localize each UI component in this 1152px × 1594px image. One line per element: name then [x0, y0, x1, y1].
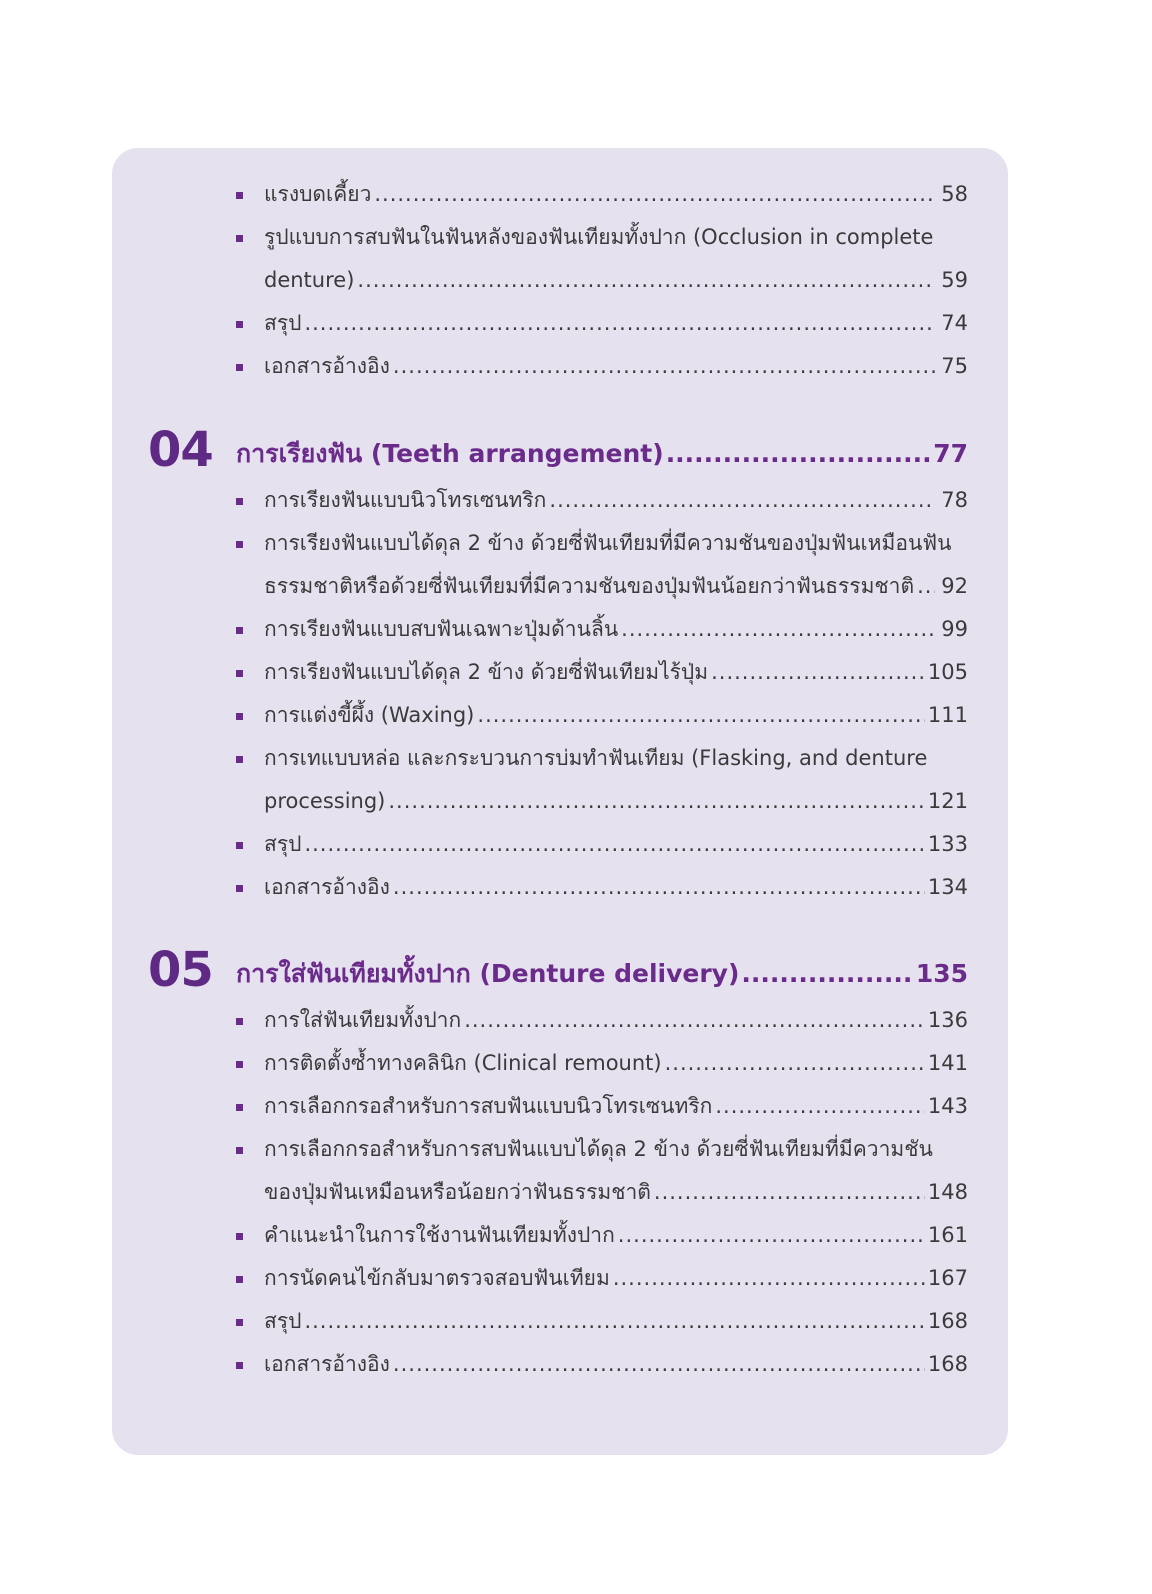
page-number: 148 — [927, 1180, 968, 1204]
chapter-heading — [236, 952, 968, 996]
dot-leader — [304, 301, 935, 345]
bullet-icon — [236, 670, 243, 677]
table-of-contents — [112, 148, 1008, 1455]
dot-leader — [464, 998, 925, 1042]
page-number: 59 — [941, 268, 968, 292]
entry-label: การเทแบบหล่อ และกระบวนการบ่มทำฟันเทียม (Flasking, and denture — [264, 746, 928, 770]
entry-label: สรุป — [264, 311, 302, 335]
page-number: 75 — [941, 354, 968, 378]
page-number: 168 — [927, 1352, 968, 1376]
page-number: 78 — [941, 488, 968, 512]
entry-label: รูปแบบการสบฟันในฟันหลังของฟันเทียมทั้งปาก (Occlusion in complete — [264, 225, 934, 249]
page-number: 105 — [927, 660, 968, 684]
dot-leader — [549, 478, 935, 522]
bullet-icon — [236, 1276, 243, 1283]
entry-label: เอกสารอ้างอิง — [264, 1352, 390, 1376]
dot-leader — [715, 1084, 925, 1128]
dot-leader — [711, 650, 925, 694]
toc-panel — [112, 148, 1008, 1455]
bullet-icon — [236, 1362, 243, 1369]
bullet-icon — [236, 321, 243, 328]
bullet-icon — [236, 885, 243, 892]
entry-label-continued: denture) — [264, 268, 355, 292]
bullet-icon — [236, 235, 243, 242]
page-number: 74 — [941, 311, 968, 335]
dot-leader — [393, 344, 935, 388]
page-number: 92 — [941, 574, 968, 598]
page-number: 161 — [927, 1223, 968, 1247]
dot-leader — [917, 564, 935, 608]
bullet-icon — [236, 364, 243, 371]
dot-leader — [388, 779, 925, 823]
chapter-page: 77 — [933, 439, 968, 468]
page-number: 168 — [927, 1309, 968, 1333]
page-number: 143 — [927, 1094, 968, 1118]
entry-label: สรุป — [264, 1309, 302, 1333]
chapter-number: 04 — [148, 422, 213, 478]
bullet-icon — [236, 1319, 243, 1326]
page-number: 121 — [927, 789, 968, 813]
entry-label: การเลือกกรอสำหรับการสบฟันแบบนิวโทรเซนทริก — [264, 1094, 713, 1118]
dot-leader — [618, 1213, 925, 1257]
dot-leader — [357, 258, 935, 302]
bullet-icon — [236, 1061, 243, 1068]
dot-leader — [477, 693, 925, 737]
bullet-icon — [236, 1018, 243, 1025]
page-number: 134 — [927, 875, 968, 899]
page-number: 99 — [941, 617, 968, 641]
bullet-icon — [236, 541, 243, 548]
entry-label: เอกสารอ้างอิง — [264, 875, 390, 899]
dot-leader — [393, 1342, 925, 1386]
dot-leader — [741, 952, 913, 996]
bullet-icon — [236, 192, 243, 199]
bullet-icon — [236, 1233, 243, 1240]
page-number: 136 — [927, 1008, 968, 1032]
entry-label: การแต่งขี้ผึ้ง (Waxing) — [264, 703, 475, 727]
page-number: 58 — [941, 182, 968, 206]
entry-label: เอกสารอ้างอิง — [264, 354, 390, 378]
page-number: 133 — [927, 832, 968, 856]
bullet-icon — [236, 713, 243, 720]
entry-label: คำแนะนำในการใช้งานฟันเทียมทั้งปาก — [264, 1223, 615, 1247]
dot-leader — [666, 432, 932, 476]
bullet-icon — [236, 627, 243, 634]
chapter-title: การใส่ฟันเทียมทั้งปาก (Denture delivery) — [236, 959, 740, 988]
chapter-number: 05 — [148, 942, 213, 998]
entry-label: การเลือกกรอสำหรับการสบฟันแบบได้ดุล 2 ข้าง ด้วยซี่ฟันเทียมที่มีความชัน — [264, 1137, 933, 1161]
entry-label-continued: processing) — [264, 789, 386, 813]
chapter-heading — [236, 432, 968, 476]
dot-leader — [304, 1299, 924, 1343]
entry-label: การเรียงฟันแบบนิวโทรเซนทริก — [264, 488, 547, 512]
entry-label: การเรียงฟันแบบได้ดุล 2 ข้าง ด้วยซี่ฟันเทียมไร้ปุ่ม — [264, 660, 709, 684]
entry-label-continued: ธรรมชาติหรือด้วยซี่ฟันเทียมที่มีความชันของปุ่มฟันน้อยกว่าฟันธรรมชาติ — [264, 574, 915, 598]
dot-leader — [393, 865, 925, 909]
page-number: 167 — [927, 1266, 968, 1290]
bullet-icon — [236, 842, 243, 849]
entry-label: การติดตั้งซ้ำทางคลินิก (Clinical remount) — [264, 1051, 662, 1075]
chapter-page: 135 — [915, 959, 968, 988]
bullet-icon — [236, 1147, 243, 1154]
entry-label: การใส่ฟันเทียมทั้งปาก — [264, 1008, 462, 1032]
page-number: 141 — [927, 1051, 968, 1075]
entry-label: การเรียงฟันแบบได้ดุล 2 ข้าง ด้วยซี่ฟันเทียมที่มีความชันของปุ่มฟันเหมือนฟัน — [264, 531, 952, 555]
entry-label-continued: ของปุ่มฟันเหมือนหรือน้อยกว่าฟันธรรมชาติ — [264, 1180, 651, 1204]
chapter-title: การเรียงฟัน (Teeth arrangement) — [236, 439, 664, 468]
dot-leader — [621, 607, 935, 651]
bullet-icon — [236, 498, 243, 505]
dot-leader — [304, 822, 924, 866]
bullet-icon — [236, 756, 243, 763]
page-number: 111 — [927, 703, 968, 727]
entry-label: การเรียงฟันแบบสบฟันเฉพาะปุ่มด้านลิ้น — [264, 617, 619, 641]
dot-leader — [374, 172, 935, 216]
entry-label: สรุป — [264, 832, 302, 856]
bullet-icon — [236, 1104, 243, 1111]
entry-label: แรงบดเคี้ยว — [264, 182, 372, 206]
entry-label: การนัดคนไข้กลับมาตรวจสอบฟันเทียม — [264, 1266, 610, 1290]
dot-leader — [613, 1256, 925, 1300]
dot-leader — [654, 1170, 925, 1214]
dot-leader — [665, 1041, 925, 1085]
